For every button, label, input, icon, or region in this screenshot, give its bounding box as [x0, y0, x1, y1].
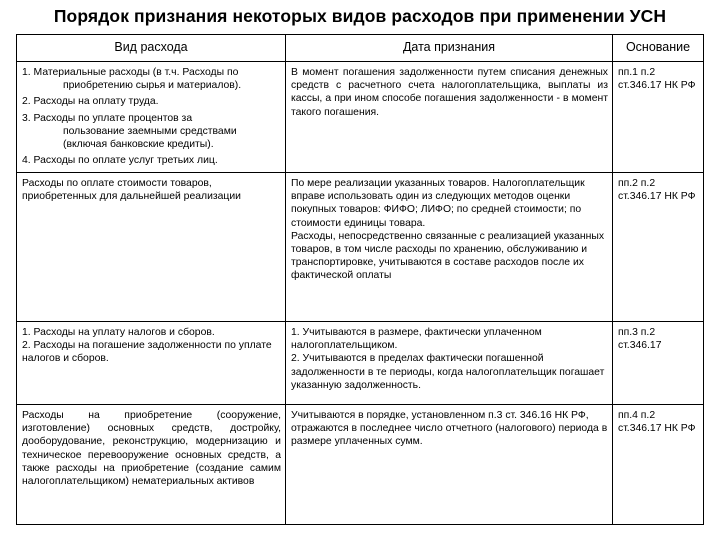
type-paragraph: 2. Расходы на погашение задолженности по уплате налогов и сборов.	[22, 340, 272, 365]
table-row	[17, 62, 704, 173]
cell-recognition-date: В момент погашения задолженности путем списания денежных средств с расчетного счета налогоплательщика, выплаты из кассы, а при ином способе погашения задолженности - в момент такого погашения.	[286, 62, 613, 173]
list-item	[22, 95, 281, 108]
cell-basis: пп.3 п.2 ст.346.17	[613, 322, 704, 405]
list-item	[22, 66, 281, 92]
column-header-type: Вид расхода	[17, 35, 286, 62]
list-item-text: 2. Расходы на оплату труда.	[22, 96, 159, 108]
list-item-text: 4. Расходы по оплате услуг третьих лиц.	[22, 155, 218, 167]
list-item	[22, 154, 281, 167]
column-header-basis: Основание	[613, 35, 704, 62]
date-paragraph: Расходы, непосредственно связанные с реализацией указанных товаров, в том числе расходы по хранению, обслуживанию и транспортировке, учитываются в составе расходов после их фактической оплаты	[291, 230, 605, 282]
date-paragraph: 1. Учитываются в размере, фактически уплаченном налогоплательщиком.	[291, 327, 542, 352]
table-row	[17, 173, 704, 322]
cell-basis: пп.1 п.2 ст.346.17 НК РФ	[613, 62, 704, 173]
expense-recognition-table	[16, 34, 704, 525]
table-row	[17, 405, 704, 525]
cell-expense-type	[17, 62, 286, 173]
table-row	[17, 322, 704, 405]
cell-expense-type: Расходы по оплате стоимости товаров, приобретенных для дальнейшей реализации	[17, 173, 286, 322]
cell-basis: пп.2 п.2 ст.346.17 НК РФ	[613, 173, 704, 322]
cell-expense-type: Расходы на приобретение (сооружение, изготовление) основных средств, достройку, дооборудование, реконструкцию, модернизацию и техническое перевооружение основных средств, а также расходы на приобретение (создание самим налогоплательщиком) нематериальных активов	[17, 405, 286, 525]
column-header-date: Дата признания	[286, 35, 613, 62]
page-title: Порядок признания некоторых видов расходов при применении УСН	[53, 6, 667, 26]
type-paragraph: 1. Расходы на уплату налогов и сборов.	[22, 327, 215, 338]
date-paragraph: 2. Учитываются в пределах фактически погашенной задолженности в те периоды, когда налогоплательщик погашает указанную задолженность.	[291, 353, 605, 391]
list-item	[22, 112, 281, 152]
list-item-text: 1. Материальные расходы (в т.ч. Расходы по	[22, 67, 239, 78]
date-paragraph: По мере реализации указанных товаров. Налогоплательщик вправе использовать один из следующих методов оценки покупных товаров: ФИФО; ЛИФО; по средней стоимости; по стоимости единицы товара.	[291, 178, 585, 229]
table-header-row	[17, 35, 704, 62]
cell-basis: пп.4 п.2 ст.346.17 НК РФ	[613, 405, 704, 525]
cell-recognition-date: Учитываются в порядке, установленном п.3 ст. 346.16 НК РФ, отражаются в последнее число отчетного (налогового) периода в размере уплаченных сумм.	[286, 405, 613, 525]
list-item-continuation: пользование заемными средствами (включая банковские кредиты).	[63, 125, 237, 151]
cell-recognition-date	[286, 322, 613, 405]
cell-expense-type	[17, 322, 286, 405]
cell-recognition-date	[286, 173, 613, 322]
list-item-continuation: приобретению сырья и материалов).	[63, 80, 242, 92]
list-item-text: 3. Расходы по уплате процентов за	[22, 112, 193, 124]
